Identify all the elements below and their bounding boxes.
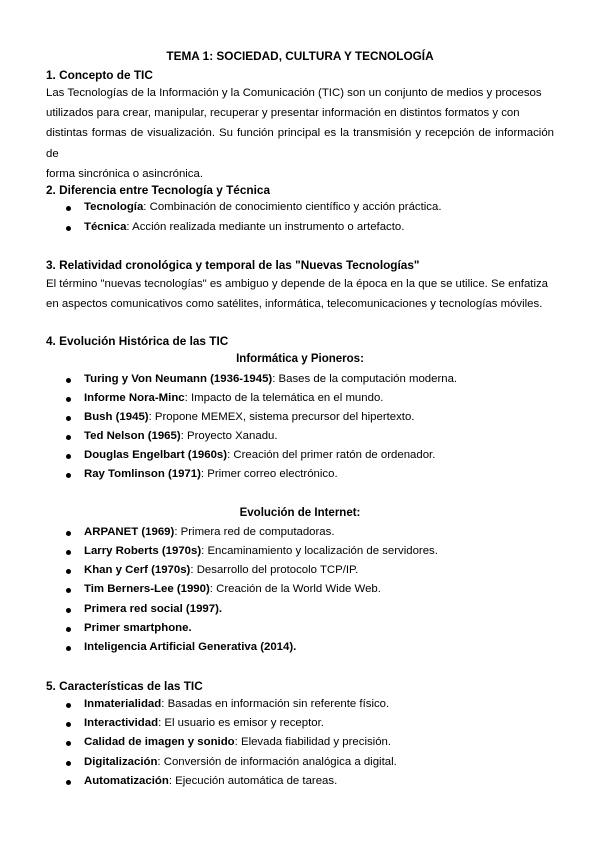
list-item-desc: : Impacto de la telemática en el mundo. — [184, 392, 384, 404]
document-title: TEMA 1: SOCIEDAD, CULTURA Y TECNOLOGÍA — [166, 49, 434, 63]
list-item-desc: : Creación del primer ratón de ordenador. — [227, 449, 436, 461]
list-item — [84, 221, 404, 233]
list-item-term: Inmaterialidad — [84, 698, 162, 710]
section-3-paragraph — [46, 274, 554, 314]
list-item — [84, 545, 438, 557]
paragraph-line: Las Tecnologías de la Información y la Comunicación (TIC) son un conjunto de medios y procesos — [46, 87, 542, 99]
list-item-term: Primer smartphone. — [84, 622, 192, 634]
list-item-term: Informe Nora-Minc — [84, 392, 185, 404]
list-item-term: Ted Nelson (1965) — [84, 430, 181, 442]
list-item-desc: : El usuario es emisor y receptor. — [158, 717, 324, 729]
paragraph-line: utilizados para crear, manipular, recuperar y presentar información en distintos formatos y con — [46, 107, 520, 120]
list-item — [84, 603, 222, 615]
section-3-heading: 3. Relatividad cronológica y temporal de las "Nuevas Tecnologías" — [46, 258, 420, 272]
list-item-term: Larry Roberts (1970s) — [84, 545, 202, 557]
list-item-term: Douglas Engelbart (1960s) — [84, 449, 228, 461]
list-item-term: Interactividad — [84, 717, 159, 729]
section-5-heading: 5. Características de las TIC — [46, 679, 203, 693]
list-item-term: Automatización — [84, 775, 169, 787]
list-item — [84, 775, 337, 787]
list-item-desc: : Propone MEMEX, sistema precursor del hipertexto. — [148, 411, 415, 423]
list-item — [84, 756, 397, 768]
list-item-desc: : Primer correo electrónico. — [200, 468, 338, 480]
list-item-term: Primera red social (1997). — [84, 603, 223, 615]
section-2-heading: 2. Diferencia entre Tecnología y Técnica — [46, 183, 271, 197]
list-item-term: Calidad de imagen y sonido — [84, 736, 235, 748]
list-item-term: Técnica — [84, 221, 127, 233]
list-item-term: Turing y Von Neumann (1936-1945) — [84, 373, 273, 385]
list-item — [84, 392, 383, 404]
list-item-desc: : Basadas en información sin referente físico. — [161, 698, 390, 710]
paragraph-line: El término "nuevas tecnologías" es ambiguo y depende de la época en la que se utilice. Se enfatiza — [46, 278, 549, 290]
list-item — [84, 526, 335, 538]
list-item-term: Inteligencia Artificial Generativa (2014). — [84, 641, 297, 653]
list-item — [84, 641, 296, 653]
list-item — [84, 564, 358, 576]
list-item-term: Ray Tomlinson (1971) — [84, 468, 201, 480]
list-item-desc: : Bases de la computación moderna. — [272, 373, 458, 385]
list-item — [84, 373, 457, 385]
section-1-paragraph — [46, 83, 554, 184]
list-item-desc: : Combinación de conocimiento científico y acción práctica. — [143, 201, 442, 213]
list-item-term: Digitalización — [84, 756, 158, 768]
section-1-heading: 1. Concepto de TIC — [46, 68, 153, 82]
list-item — [84, 449, 435, 461]
subsection-title: Evolución de Internet: — [239, 507, 361, 519]
list-item-term: Tecnología — [84, 201, 144, 213]
list-item — [84, 411, 414, 423]
section-4-heading: 4. Evolución Histórica de las TIC — [46, 334, 229, 348]
subsection-title: Informática y Pioneros: — [236, 353, 364, 365]
list-item-desc: : Ejecución automática de tareas. — [168, 775, 338, 787]
paragraph-line: distintas formas de visualización. Su función principal es la transmisión y recepción de información de — [46, 127, 554, 160]
list-item — [84, 622, 192, 634]
list-item-desc: : Conversión de información analógica a digital. — [157, 756, 397, 768]
list-item — [84, 201, 442, 213]
paragraph-line: en aspectos comunicativos como satélites, informática, telecomunicaciones y tecnologías móviles. — [46, 298, 543, 311]
list-item-desc: : Proyecto Xanadu. — [180, 430, 278, 442]
list-item-term: Tim Berners-Lee (1990) — [84, 583, 210, 595]
list-item — [84, 468, 338, 480]
list-item — [84, 698, 389, 710]
list-item-term: Khan y Cerf (1970s) — [84, 564, 191, 576]
list-item-desc: : Desarrollo del protocolo TCP/IP. — [190, 564, 359, 576]
paragraph-line: forma sincrónica o asincrónica. — [46, 167, 204, 180]
list-item — [84, 583, 381, 595]
list-item — [84, 717, 324, 729]
list-item — [84, 430, 278, 442]
list-item-desc: : Encaminamiento y localización de servidores. — [201, 545, 438, 557]
list-item-desc: : Creación de la World Wide Web. — [209, 583, 381, 595]
list-item-term: ARPANET (1969) — [84, 526, 175, 538]
list-item — [84, 736, 391, 748]
list-item-desc: : Elevada fiabilidad y precisión. — [234, 736, 392, 748]
list-item-desc: : Acción realizada mediante un instrumento o artefacto. — [126, 221, 405, 233]
list-item-term: Bush (1945) — [84, 411, 149, 423]
list-item-desc: : Primera red de computadoras. — [174, 526, 335, 538]
